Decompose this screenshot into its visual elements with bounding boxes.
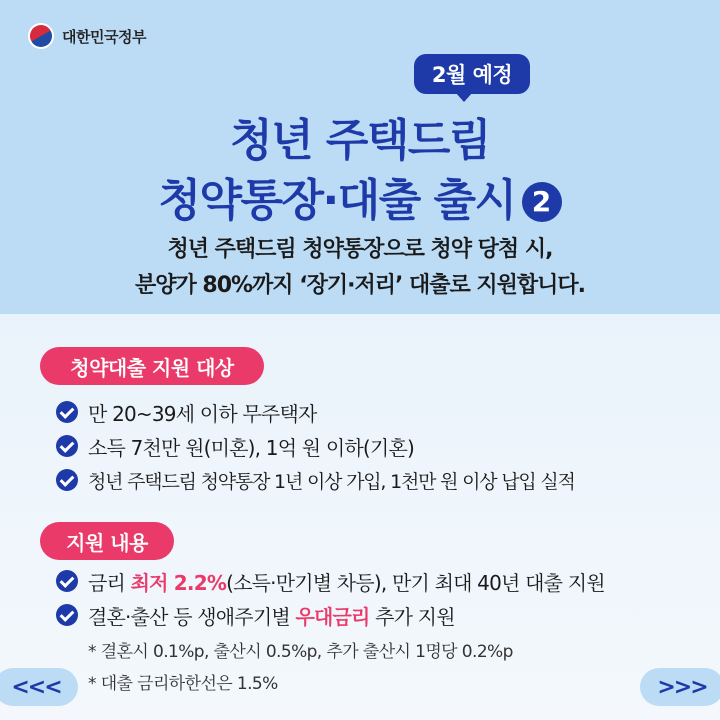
- part-number-badge: 2: [522, 182, 562, 222]
- eligibility-item: [56, 397, 317, 427]
- org-name: 대한민국정부: [62, 27, 146, 46]
- footnote: * 대출 금리하한선은 1.5%: [88, 674, 278, 694]
- title-line1: 청년 주택드림: [230, 115, 490, 166]
- support-item-text: 결혼·출산 등 생애주기별 우대금리 추가 지원: [88, 604, 455, 629]
- highlight-rate: 최저 2.2%: [130, 570, 227, 595]
- eligibility-item: [56, 431, 414, 461]
- schedule-badge: 2월 예정: [414, 54, 530, 94]
- eligibility-item-text: 만 20~39세 이하 무주택자: [88, 401, 317, 426]
- section-label-eligibility: 청약대출 지원 대상: [40, 347, 264, 385]
- section-label-support: 지원 내용: [40, 522, 174, 560]
- support-item: [56, 566, 605, 596]
- subtitle-line1: 청년 주택드림 청약통장으로 청약 당첨 시,: [167, 237, 553, 262]
- footnote: * 결혼시 0.1%p, 출산시 0.5%p, 추가 출산시 1명당 0.2%p: [88, 642, 513, 662]
- eligibility-item-text: 청년 주택드림 청약통장 1년 이상 가입, 1천만 원 이상 납입 실적: [88, 470, 575, 493]
- support-item: [56, 600, 455, 630]
- eligibility-item-text: 소득 7천만 원(미혼), 1억 원 이하(기혼): [88, 435, 414, 460]
- support-item-text: 금리 최저 2.2%(소득·만기별 차등), 만기 최대 40년 대출 지원: [88, 570, 605, 595]
- title-line2: [0, 164, 720, 228]
- highlight-preferential-rate: 우대금리: [295, 604, 370, 629]
- badge-tail: [455, 92, 473, 102]
- subtitle-line2: 분양가 80%까지 ‘장기·저리’ 대출로 지원합니다.: [134, 273, 585, 298]
- check-icon: [56, 570, 78, 592]
- prev-page-button[interactable]: <<<: [0, 668, 78, 706]
- gov-logo: [28, 22, 146, 50]
- check-icon: [56, 401, 78, 423]
- check-icon: [56, 435, 78, 457]
- next-page-button[interactable]: >>>: [640, 668, 720, 706]
- eligibility-item: [56, 465, 575, 495]
- check-icon: [56, 469, 78, 491]
- check-icon: [56, 604, 78, 626]
- title-line2-text: 청약통장·대출 출시: [158, 175, 516, 226]
- taegeuk-icon: [23, 18, 59, 54]
